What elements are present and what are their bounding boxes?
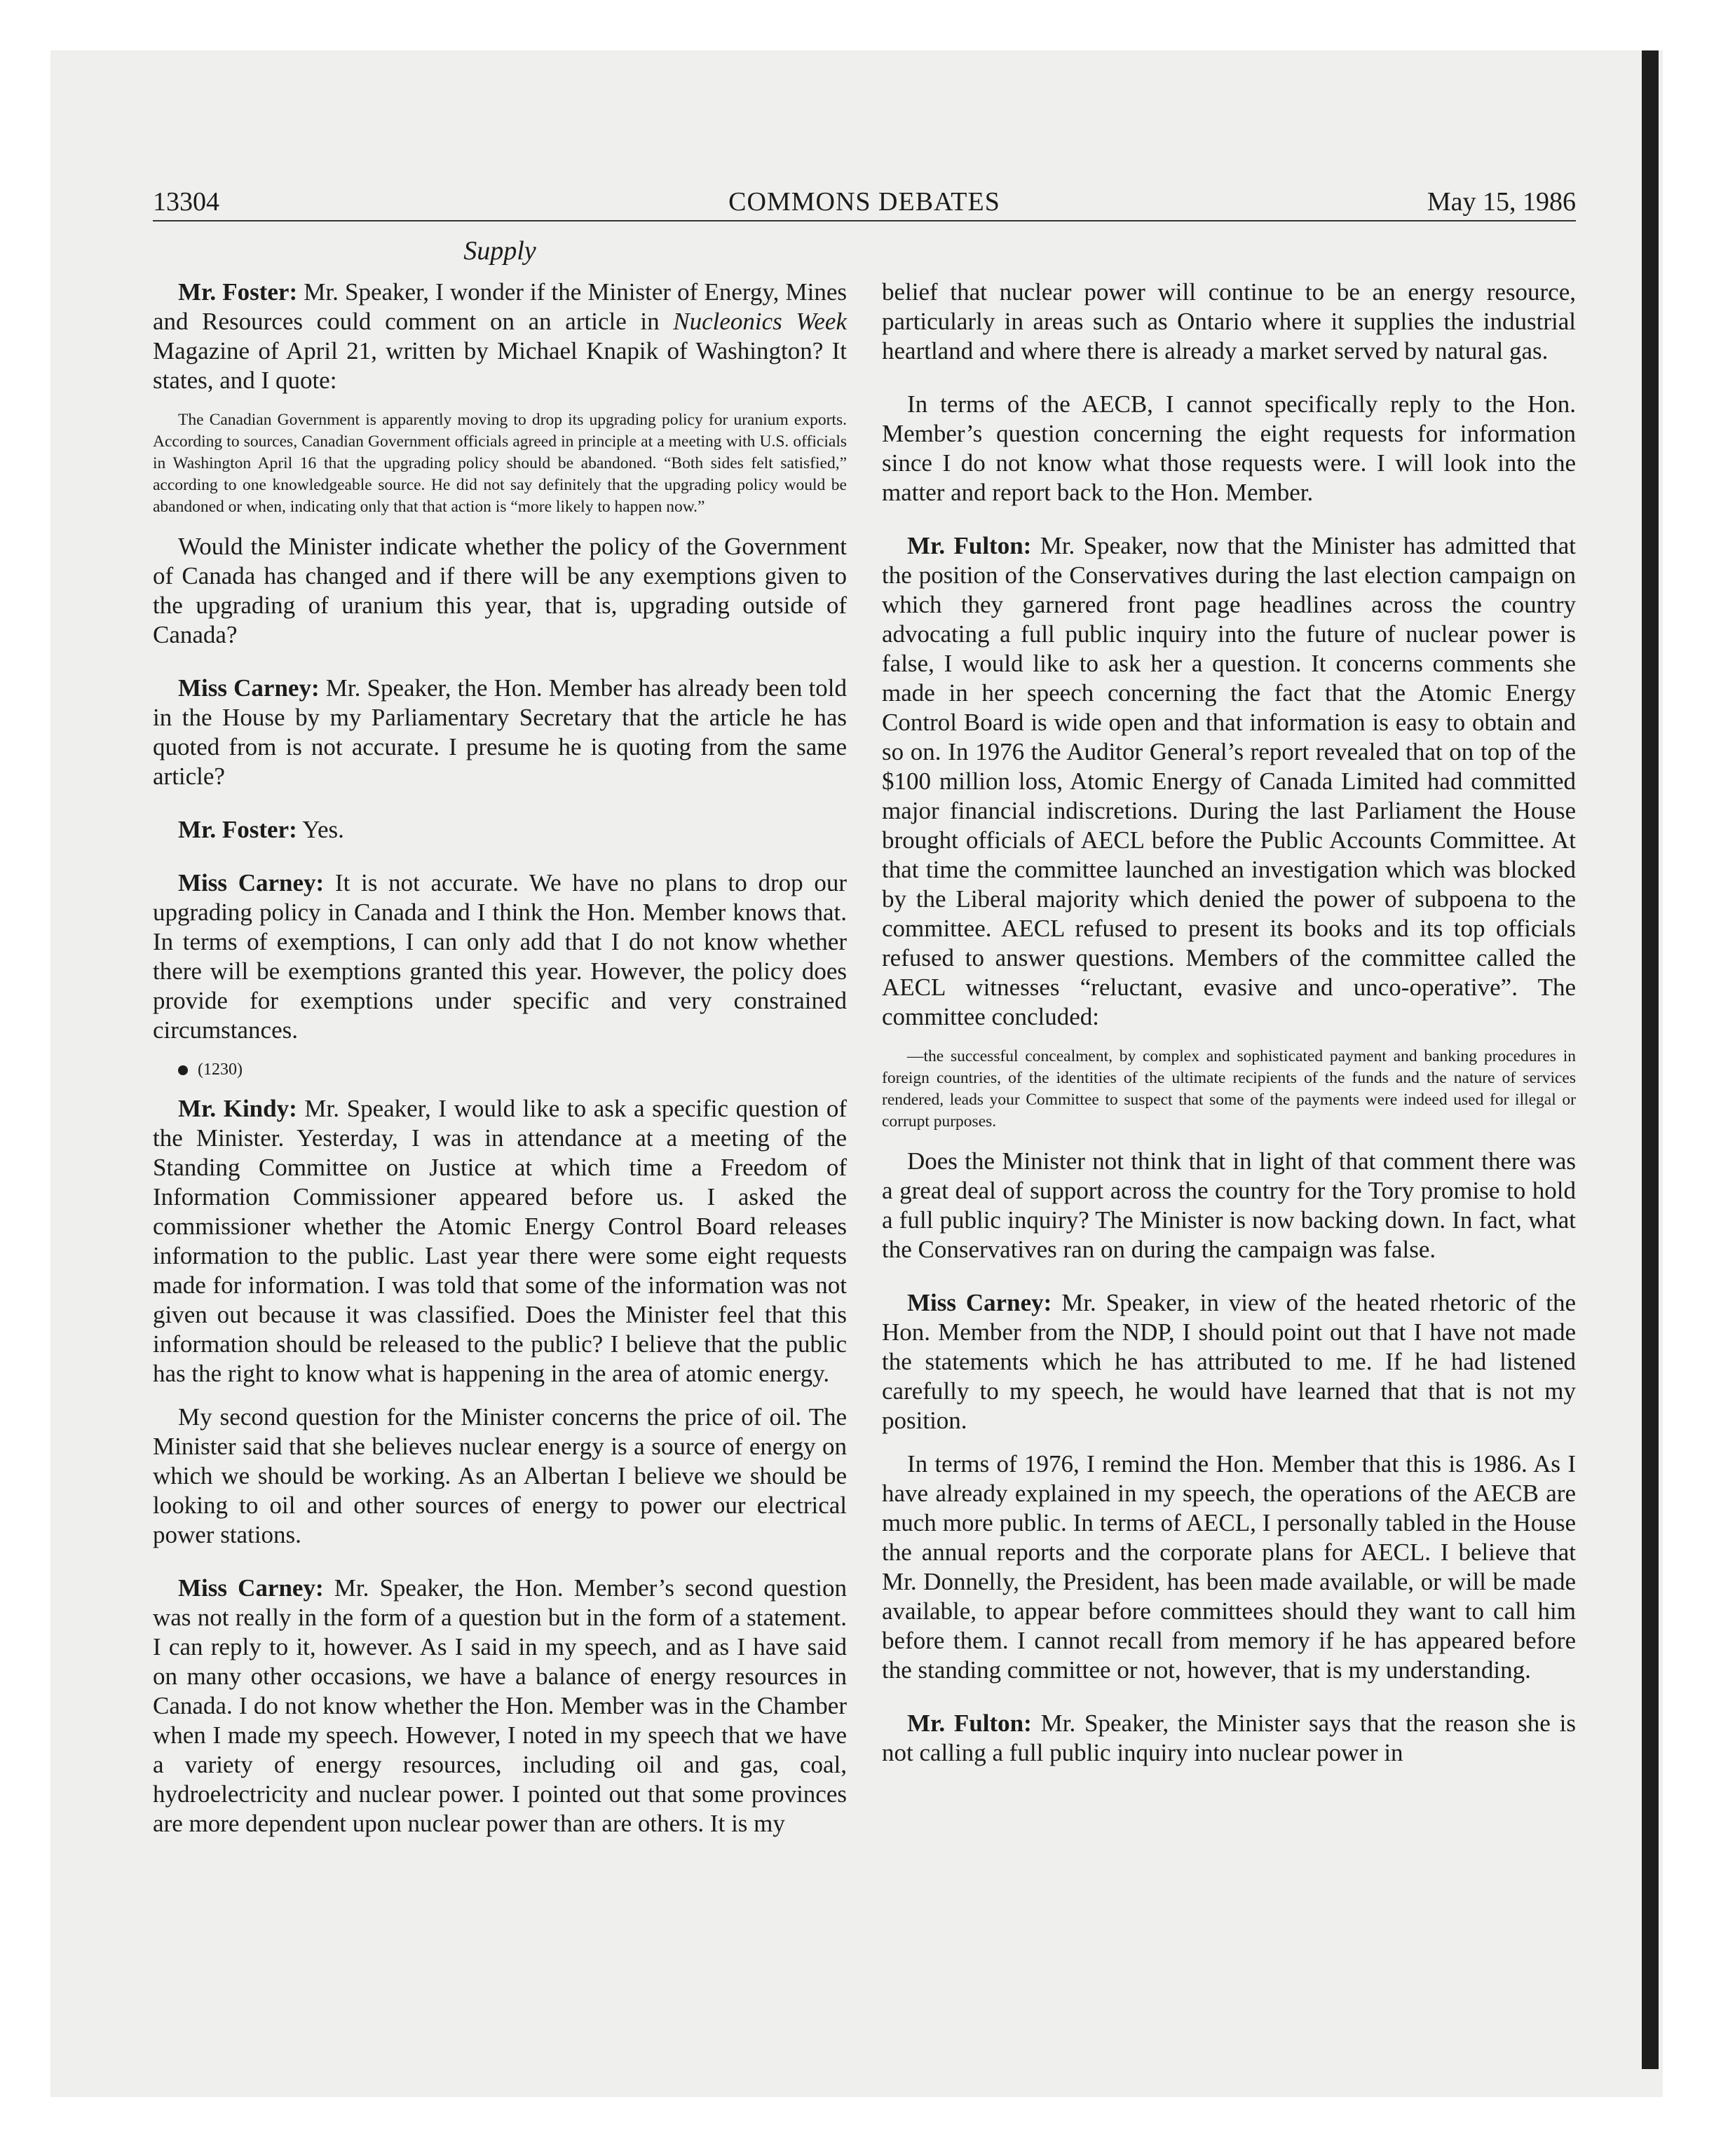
speaker-name: Mr. Foster: xyxy=(178,278,298,306)
time-marker: (1230) xyxy=(153,1059,847,1080)
paragraph: Mr. Fulton: Mr. Speaker, now that the Minister has admitted that the position of the Conservatives during the last election campaign on which they garnered front page headlines across the country advocating a full public inquiry into the future of nuclear power is false, I would like to ask her a question. It concerns comments she made in her speech concerning the fact that the Atomic Energy Control Board is wide open and that information is easy to obtain and so on. In 1976 the Auditor General’s report revealed that on top of the $100 million loss, Atomic Energy of Canada Limited had committed major financial indiscretions. During the last Parliament the House brought officials of AECL before the Public Accounts Committee. At that time the committee launched an investigation which was blocked by the Liberal majority which denied the power of subpoena to the committee. AECL refused to present its books and its top officials refused to answer questions. Members of the committee called the AECL witnesses “reluctant, evasive and unco-operative”. The committee concluded: xyxy=(882,532,1576,1030)
paragraph: belief that nuclear power will continue to be an energy resource, particularly in areas such as Ontario where it supplies the industrial heartland and where there is already a market served by natural gas. xyxy=(882,278,1576,364)
running-header xyxy=(153,184,1576,221)
paragraph: Does the Minister not think that in light of that comment there was a great deal of support across the country for the Tory promise to hold a full public inquiry? The Minister is now backing down. In fact, what the Conservatives ran on during the campaign was false. xyxy=(882,1147,1576,1263)
speaker-name: Mr. Fulton: xyxy=(907,1710,1032,1737)
bullet-icon xyxy=(178,1065,188,1075)
section-subtitle: Supply xyxy=(463,236,536,266)
header-date: May 15, 1986 xyxy=(1427,187,1576,217)
speaker-name: Mr. Kindy: xyxy=(178,1095,297,1122)
paragraph: In terms of 1976, I remind the Hon. Member that this is 1986. As I have already explained in my speech, the operations of the AECB are much more public. In terms of AECL, I personally tabled in the House the annual reports and the corporate plans for AECL. I believe that Mr. Donnelly, the President, has been made available, or will be made available, to appear before committees should they want to call him before them. I cannot recall from memory if he has appeared before the standing committee or not, however, that is my understanding. xyxy=(882,1450,1576,1684)
paragraph: Miss Carney: Mr. Speaker, in view of the heated rhetoric of the Hon. Member from the NDP, I should point out that I have not made the statements which he has attributed to me. If he had listened carefully to my speech, he would have learned that that is not my position. xyxy=(882,1289,1576,1434)
block-quote: The Canadian Government is apparently moving to drop its upgrading policy for uranium exports. According to sources, Canadian Government officials agreed in principle at a meeting with U.S. officials in Washington April 16 that the upgrading policy should be abandoned. “Both sides felt satisfied,” according to one knowledgeable source. He did not say definitely that the upgrading policy would be abandoned or when, indicating only that that action is “more likely to happen now.” xyxy=(153,411,847,516)
page-number: 13304 xyxy=(153,187,219,217)
scan-edge-bar xyxy=(1642,50,1659,2069)
paragraph: In terms of the AECB, I cannot specifically reply to the Hon. Member’s question concerning the eight requests for information since I do not know what those requests were. I will look into the matter and report back to the Hon. Member. xyxy=(882,390,1576,506)
magazine-title: Nucleonics Week xyxy=(673,308,847,335)
paragraph: Mr. Fulton: Mr. Speaker, the Minister says that the reason she is not calling a full public inquiry into nuclear power in xyxy=(882,1710,1576,1766)
paragraph: Mr. Foster: Yes. xyxy=(178,816,344,843)
paragraph: My second question for the Minister concerns the price of oil. The Minister said that she believes nuclear energy is a source of energy on which we should be working. As an Albertan I believe we should be looking to oil and other sources of energy to power our electrical power stations. xyxy=(153,1403,847,1548)
speaker-name: Miss Carney: xyxy=(178,674,320,702)
speaker-name: Mr. Fulton: xyxy=(907,532,1032,559)
paragraph: Miss Carney: Mr. Speaker, the Hon. Member’s second question was not really in the form of a question but in the form of a statement. I can reply to it, however. As I said in my speech, and as I have said on many other occasions, we have a balance of energy resources in Canada. I do not know whether the Hon. Member was in the Chamber when I made my speech. However, I noted in my speech that we have a variety of energy resources, including oil and gas, coal, hydroelectricity and nuclear power. I pointed out that some provinces are more dependent upon nuclear power than are others. It is my xyxy=(153,1574,847,1837)
speaker-name: Miss Carney: xyxy=(907,1289,1052,1316)
speaker-name: Miss Carney: xyxy=(178,1574,324,1602)
left-column xyxy=(153,278,847,1853)
paragraph: Would the Minister indicate whether the policy of the Government of Canada has changed and if there will be any exemptions given to the upgrading of uranium this year, that is, upgrading outside of Canada? xyxy=(153,533,847,648)
right-column xyxy=(882,278,1576,1782)
publication-title: COMMONS DEBATES xyxy=(728,187,1000,217)
paragraph: Miss Carney: It is not accurate. We have no plans to drop our upgrading policy in Canada and I think the Hon. Member knows that. In terms of exemptions, I can only add that I do not know whether there will be exemptions granted this year. However, the policy does provide for exemptions under specific and very constrained circumstances. xyxy=(153,869,847,1044)
paragraph: Mr. Foster: Mr. Speaker, I wonder if the Minister of Energy, Mines and Resources could comment on an article in Nucleonics Week Magazine of April 21, written by Michael Knapik of Washington? It states, and I quote: xyxy=(153,278,847,394)
paragraph: Miss Carney: Mr. Speaker, the Hon. Member has already been told in the House by my Parliamentary Secretary that the article he has quoted from is not accurate. I presume he is quoting from the same article? xyxy=(153,674,847,790)
speaker-name: Miss Carney: xyxy=(178,869,325,896)
paragraph: Mr. Kindy: Mr. Speaker, I would like to ask a specific question of the Minister. Yesterday, I was in attendance at a meeting of the Standing Committee on Justice at which time a Freedom of Information Commissioner appeared before us. I asked the commissioner whether the Atomic Energy Control Board releases information to the public. Last year there were some eight requests made for information. I was told that some of the information was not given out because it was classified. Does the Minister feel that this information should be released to the public? I believe that the public has the right to know what is happening in the area of atomic energy. xyxy=(153,1095,848,1387)
speaker-name: Mr. Foster: xyxy=(178,816,297,843)
block-quote: —the successful concealment, by complex and sophisticated payment and banking procedures in foreign countries, of the identities of the ultimate recipients of the funds and the nature of services rendered, leads your Committee to suspect that some of the payments were indeed used for illegal or corrupt purposes. xyxy=(882,1047,1576,1131)
